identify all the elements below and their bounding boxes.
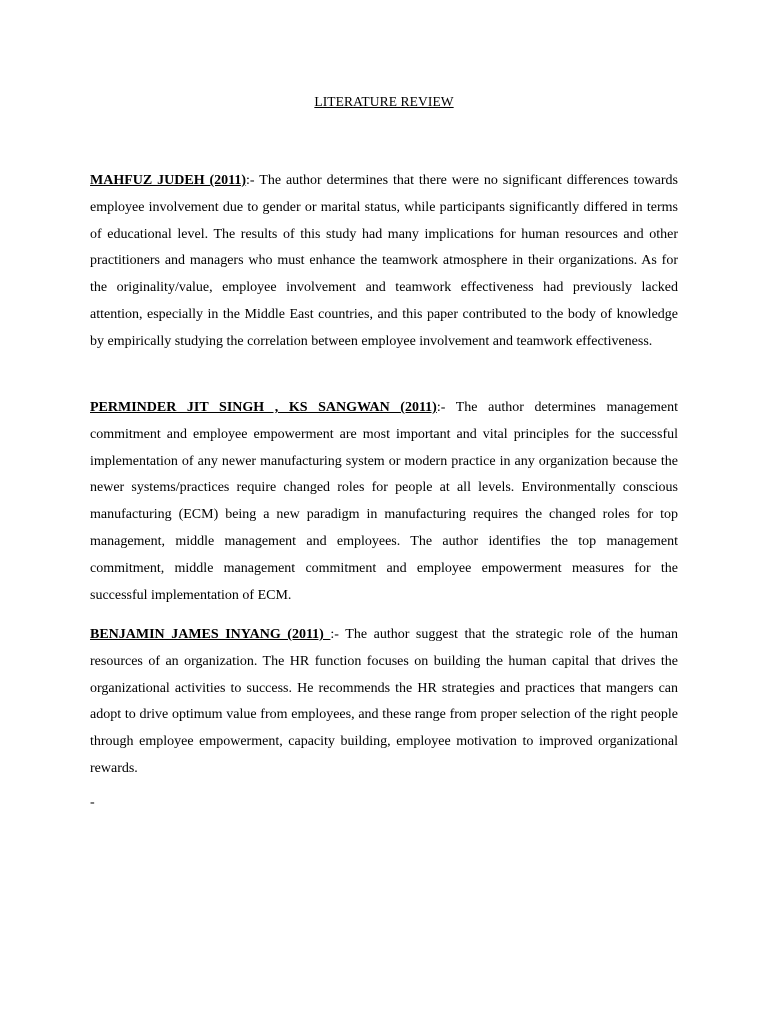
author-heading: PERMINDER JIT SINGH , KS SANGWAN (2011) [90,400,437,415]
trailing-dash: - [90,795,95,810]
paragraph-benjamin-inyang [90,622,678,783]
author-heading: MAHFUZ JUDEH (2011) [90,173,247,188]
page-title: LITERATURE REVIEW [314,94,454,109]
author-heading: BENJAMIN JAMES INYANG (2011) [90,627,331,642]
paragraph-singh-sangwan [90,395,678,609]
heading-separator: :- [246,173,255,188]
heading-separator: :- [330,627,339,642]
paragraph-text: The author suggest that the strategic role of the human resources of an organization. The HR function focuses on building the human capital that drives the organizational activities to success. He recommends the HR strategies and practices that mangers can adopt to drive optimum value from employees, and these range from proper selection of the right people through employee empowerment, capacity building, employee motivation to improved organizational rewards. [90,627,678,776]
paragraph-text: The author determines management commitment and employee empowerment are most important and vital principles for the successful implementation of any newer manufacturing system or modern practice in any organization because the newer systems/practices require changed roles for people at all levels. Environmentally conscious manufacturing (ECM) being a new paradigm in manufacturing requires the changed roles for top management, middle management and employees. The author identifies the top management commitment, middle management commitment and employee empowerment measures for the successful implementation of ECM. [90,400,678,603]
heading-separator: :- [436,400,446,415]
paragraph-mahfuz-judeh [90,168,678,356]
paragraph-text: The author determines that there were no significant differences towards employee involvement due to gender or marital status, while participants significantly differed in terms of educational level. The results of this study had many implications for human resources and other practitioners and managers who must enhance the teamwork atmosphere in their organizations. As for the originality/value, employee involvement and teamwork effectiveness had previously lacked attention, especially in the Middle East countries, and this paper contributed to the body of knowledge by empirically studying the correlation between employee involvement and teamwork effectiveness. [90,173,678,349]
